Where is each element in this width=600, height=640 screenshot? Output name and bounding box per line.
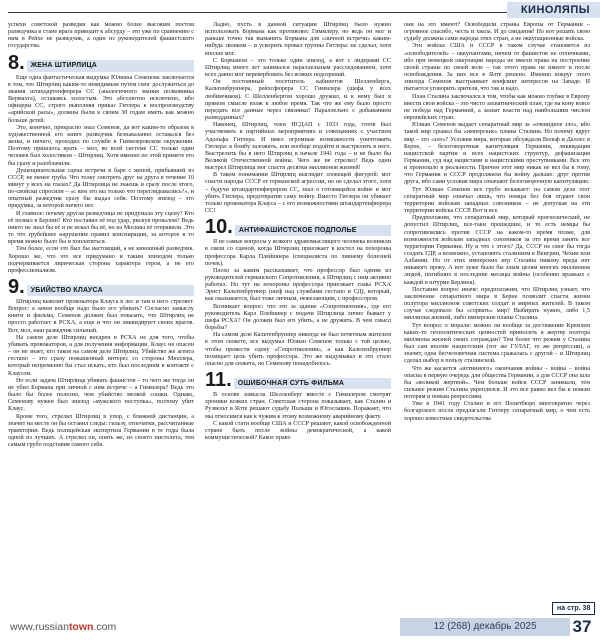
section-number: 11. <box>205 369 232 392</box>
paragraph: И главное: почему другая разведчица не придумала эту сцену? Кто её позвал в Берлин? Кто поставил её под удар, рискуя провалом? Ведь никто не знал бы её и не искал бы её, но из Москвы её отправили. Это то что грубейшее нарушение правил конспирации, за которое в то время можно было бы и поплатиться. <box>8 210 194 246</box>
paragraph: Но если задача Штирлица убивать фашистов – то чего же тогда он не убил Бормана при личной с ним встрече – а Гиммлера? Ведь это было бы более полезно, чем убийство мелкой сошки. Однако, Семенову нужен был эпизод «мужского поступка», поэтому убит Клаус. <box>8 377 194 413</box>
column-2 <box>205 22 391 614</box>
section-heading-8 <box>8 51 194 74</box>
paragraph: Тут Юлиан Семенов все грубо искажает: на самом деле этот сепаратный мир означал лишь, что немцы без боя отдают свои территории войскам западных союзников – не допуская на эти территории войска СССР. Вот и все. <box>404 186 590 215</box>
paragraph: Душещипательная сцена встречи в баре с женой, прибывшей из СССР, не менее груба. Что толку смотреть друг на друга в течение 10 минут у всех на глазах? Да Штирлица не знаешь и сразу после этого, по-свойски спросили – «с кем это вы только что переглядывались?», и опытный разведчик сразу бы выдал себя. Поэтому эпизод – это придумка, за которой ничего нет. <box>8 167 194 210</box>
section-number: 8. <box>8 51 25 74</box>
paragraph: успехи советской разведки как можно более высоким постом разведчика в стане врага приводит к абсурду – это уже по сравнению с ним в Рейхе не разведчик, а один из руководителей фашистского государства. <box>8 22 194 50</box>
paragraph: Юлиан Семенов выдает сепаратный мир за «очевидное зло», ибо такой мир срывал бы «имперские» планы Сталина. Но почему вдруг мир – это «зло»? Условия мира, которые обсуждали Вольф и Даллес в Берне, – безоговорочная капитуляция Германии, ликвидация нацистской партии и всех нацистских структур, дефашизация Германии, суд над нацистами и нацистскими преступниками. Все это и произошло в реальности. Причем этот мир никак не вел бы к тому, что Германия и СССР продолжили бы войну дальше: друг против друга, ибо сами условия мира означают безоговорочную капитуляцию. <box>404 122 590 186</box>
section-title-bar: ОШИБОЧНАЯ СУТЬ ФИЛЬМА <box>234 378 391 389</box>
continued-on-page-label[interactable]: на стр. 38 <box>552 602 595 615</box>
paragraph: Что же касается «истинного» окончания войны – война – война опасна в первую очередь для общества Германии, а для СССР она шла бы «великой жертвой». Чем больше войск СССР занимали, тем сильнее режим Сталина укреплялся. И это все равно вел бы к новым потерям и новым репрессиям. <box>404 365 590 401</box>
paragraph: Ладно, пусть в данной ситуации Штирлиц было нужно использовать Бормана как противовес Гиммлеру, но ведь он мог и раньше точно так выманить Бормана для «личной встречи» каким-нибудь звонком – и ускорить провал группы Гитлера: не сделал, хотя вполне мог. <box>205 22 391 57</box>
section-heading-9 <box>8 278 194 296</box>
section-heading-10 <box>205 216 391 239</box>
paragraph: Штирлиц вывозит провокатора Клауса в лес и там в него стреляет. Вопрос: а зачем вообще надо было его убивать? Согласно замыслу книги и фильма, Семенов должен был показать, что Штирлиц не просто работает в РСХА, а еще и что он ликвидирует своих врагов. Вот, мол, наш разведчик сильный. <box>8 299 194 334</box>
paragraph: Тем более, если это был бы настоящий, а не киношный разведчик. Хорошо же, что это все придумано и таким эпизодом только подчеркивается лирическая сторона характера героя, а не его профессионализм. <box>8 246 194 274</box>
paragraph: Плохо за каким рассказывает, что профессор был одним из руководителей германского Сопротивления, а Штирлиц с ним активно работал. Но тут на похороны профессора приезжает глава РСХА Эрнст Кальтенбруннер (шеф над службами гестапо и СД), который, как оказывается, был тоже личным, нежелающим, с профессором. <box>205 267 391 303</box>
paragraph: Еще одна фантастическая выдумка Юлиана Семенова заключается в том, что Штирлиц каким-то невидимым путем смог дослужиться до звания штандартенфюрера СС (аналогичного звания полковника Вермахта), оставаясь холостым. Это абсолютно исключено, ибо офицеры СС, строго выполняя приказ Гитлера к воспроизводству «арийской расы», должны были к своим 30 годам иметь как можно больше детей. <box>8 74 194 124</box>
paragraph: Уже в 1941 году Сталин и его Политбюро многократно через болгарского посла предлагали Гитлеру сепаратный мир, о чем есть хорошо известные свидетельства <box>404 401 590 422</box>
paragraph: В таком понимании Штирлиц выглядит зловещей фигурой: мог спасти народы СССР от германской агрессии, но не сделал этого, хотя – будучи штандартенфюрером СС, знал о готовящейся войне и мог убить Гитлера, предотвратив саму войну. Вместо Гитлера он убивает только провокатора Клауса – с его возможностями штандартенфюрера СС! <box>205 172 391 215</box>
paragraph: Я не самые вопросы у всякого здравомыслящего человека возникли в связи со сценой, когда Штирлиц приезжает в костел на похороны профессора Карла Плейшнера (специалиста по ливнему болезней почек). <box>205 239 391 267</box>
page-header <box>0 0 600 18</box>
section-title: КИНОЛЯПЫ <box>507 2 600 18</box>
paragraph: Кроме того, стрелял Штирлиц в упор, с ближней дистанции, а значит на месте он бы оставил следы: гильзу, отпечатки, рассчитанные траектории. Ведь полицейская экспертиза Германии в те годы была одной из лучших. А стрелял он, опять же, из своего пистолета, тем самым грубо подставив самого себя. <box>8 413 194 449</box>
site-url-prefix: www.russian <box>10 621 69 633</box>
column-1 <box>8 22 194 614</box>
paragraph: Эти войска США и СССР в таком случае становятся из «освободителей» – оккупантами, ничем от фашистов не отличными, ибо при немецкой оккупации народы не имели права на построение своей страны по своей воле – так этого права не имеют и после освобождения. За них все в Ялте решено. Именно вокруг этого эпизода Семенов выстраивает конфликт интересов на Западе. И пытается уговорить зрителя, что так и надо. <box>404 43 590 93</box>
page-number: 37 <box>572 617 592 636</box>
paragraph: Это, конечно, прекрасно знал Семенов, да вот каким-то образом в художественной его книге разведчик безнаказанно оставался без жены, и ничего, проходил по службе в Гиммлеровском окружении. Поэтому пришлось врать – мол, во всей системе СС только один человек был холостяком – Штирлиц. Хотя именно по этой примете его бы сразу и разоблачили. <box>8 124 194 167</box>
section-title-bar: УБИЙСТВО КЛАУСА <box>27 285 194 296</box>
header-rule <box>8 12 592 13</box>
paragraph: Возникает вопрос: что это за здание «Сопротивления», где его руководитель Карл Плейшнер с подачи Штирлица лично бывает у шефа РСХА? Он должен был его убить, а не дружить. В чем смысл борьбы? <box>205 303 391 332</box>
site-url[interactable] <box>10 621 116 633</box>
page-footer <box>0 616 600 640</box>
paragraph: Он постоянный посетитель кабинетов Шелленберга, Кальтенбруннера, рейхсфюрера СС Гиммлера (шефа у всех любимчиков). С Шелленбергом хорошо дружил, и к нему был в прямом смысле вхож в любое время. Так что же ему было просто передать все данные через связника? Параллельно с добыванием разведданных? <box>205 79 391 122</box>
paragraph: На самом деле Штирлиц внедрен в РСХА не для того, чтобы убивать провокаторов, а для получения информации. Клаус не опасен – он не знает, кто таков на самом деле Штирлиц. Убийство же агента гестапо – это сразу повышенный интерес со стороны Мюллера, который непременно бы стал искать, кто был последним в контакте с Клаусом. <box>8 334 194 377</box>
paragraph: План Сталина заключался в том, чтобы как можно глубже в Европу ввести свои войска – это чисто захватнический план, где на кону вовсе не победа над Германией, а захват власти над наибольшим числом европейских стран. <box>404 93 590 122</box>
section-title-bar: АНТИФАШИСТСКОЕ ПОДПОЛЬЕ <box>235 225 391 236</box>
paragraph: На самом деле Кальтенбруннер никогда не был почетным жителем в этом сюжете, все выдумал Юлиан Семенов только с той целью, чтобы провести сцену «Сопротивления», а как Кальтенбруннер похищает цель убить профессора. Это же выдумывал и это стало опасно для сюжета, но Семенову понадобилось. <box>205 332 391 367</box>
paragraph: В основе замысла Шелленберг вместе с Гиммлером смотрят хроники всяких стран. Советская сторона показывает, как Сталин и Рузвельт в Ялте решают судьбу Польши и Югославии. Поражает, что мы относимся как к чужим к этому возможному аварийному факту. <box>205 392 391 420</box>
paragraph: Тут вопрос о морали: можно ли вообще за достижение Кремлем каких-то геополитических ценностей приносить в жертву полтора миллиона жизней своих сограждан? Тем более что режим у Сталина был сам вполне нацистским (тот же ГУЛАГ, те же репрессии), а значит, одна бесчеловечная система сражалась с другой – и Штирлиц сделал выбор в пользу сталинской. <box>404 322 590 365</box>
site-url-suffix: .com <box>93 621 117 633</box>
site-url-brand: town <box>68 621 94 633</box>
paragraph: они на это имеют? Освободили страны Европы от Германии – огромное спасибо, честь и хвала. И до свидания! Но вот решать свою судьбу должны сами народы этих стран, а не оккупационные войска. <box>404 22 590 43</box>
paragraph: С какой стати вообще США и СССР решают, какой освобожденной стране быть после войны демократической, а какой коммунистической? Какое право <box>205 420 391 441</box>
paragraph: Предположим, что сепаратный мир, который прогнозический, не допустил Штирлиц, все-таки прошедшее, и то есть немцы бы сопротивлялись против СССР на каком-то время позже, для возможности войскам западных союзников за это время занять все территории Германии. Ну и что с этого? Да, СССР не смог бы тогда создать ГДР, а возможно, установить сталинизм в Венгрии, Чехии или Албании. Но от этих имперских игр Сталина никому вреда нет никакого проку. А вот хуже было бы злым целям многих миллионов людей, погибших в последние месяцы войны (особенно вражьих с каждой в штурме Берлина). <box>404 215 590 286</box>
section-number: 10. <box>205 216 233 239</box>
section-number: 9. <box>8 276 25 298</box>
paragraph: Наконец, Штирлиц, член НСДАП с 1933 года, готов был участвовать в партийных мероприятиях и совещаниях с участием Адольфа Гитлера. И имел огромные возможности уничтожить Гитлера: к бомбу заложить, или вообще подойти и выстрелить в него. Выстрелить бы в него Штирлиц в начале 1941 года – и не было бы Великой Отечественной войны. Чего же не стрелял? Ведь один выстрел Штирлица мог спасти десятки миллионов жизней! <box>205 122 391 172</box>
column-3 <box>404 22 590 614</box>
issue-info: 12 (268) декабрь 2025 <box>400 618 570 636</box>
paragraph: С Борманом – это только один эпизод, а вот с лидерами СС Штирлиц много лет занимался параллельным расследованием, хотя всех давно мог перевербовать без всяких подозрений. <box>205 57 391 79</box>
section-title-bar: ЖЕНА ШТИРЛИЦА <box>27 60 194 71</box>
paragraph: Поставим вопрос иначе: предположим, что Штирлиц узнает, что заключение сепаратного мира в Берне позволит спасти жизни полутора миллионов советских солдат и мирных жителей. В таком случае следовало бы «сорвать» мир? Выбирать нужно, либо 1,5 миллиона жизней, либо имперские планы Сталина. <box>404 286 590 322</box>
section-heading-11 <box>205 369 391 392</box>
